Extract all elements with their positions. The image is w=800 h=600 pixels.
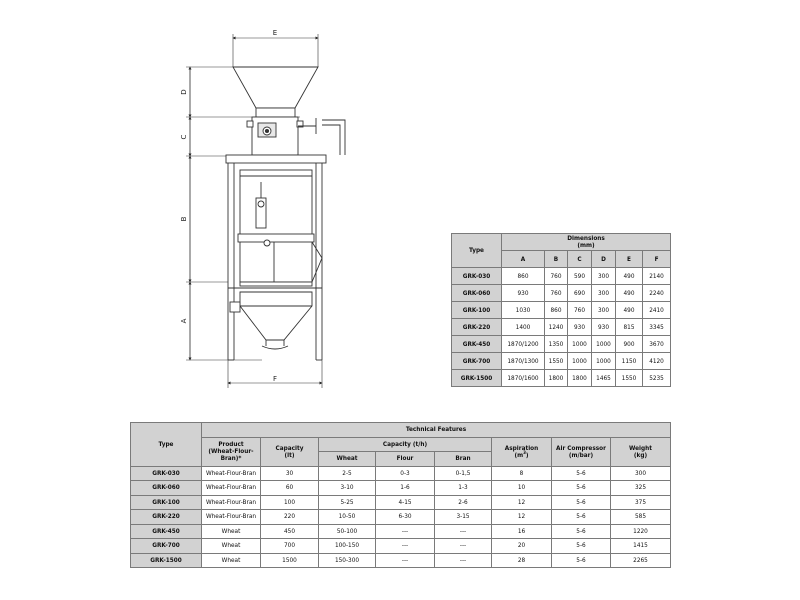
- dim-value-cell: 1800: [545, 370, 568, 387]
- dim-value-cell: 1870/1300: [502, 353, 545, 370]
- frame-top-bar: [226, 155, 326, 163]
- tech-title: Technical Features: [202, 423, 671, 438]
- dim-value-cell: 690: [568, 285, 592, 302]
- tech-product-cell: Wheat: [202, 553, 261, 568]
- dim-value-cell: 900: [616, 336, 643, 353]
- dim-value-cell: 1000: [568, 353, 592, 370]
- weight-title: Weight: [629, 443, 652, 452]
- tech-air-cell: 5-6: [552, 510, 611, 525]
- weighing-chamber: [240, 170, 312, 282]
- dim-type-cell: GRK-100: [452, 302, 502, 319]
- dim-value-cell: 1800: [568, 370, 592, 387]
- dim-group-unit: (mm): [577, 241, 595, 249]
- tech-aspiration-cell: 20: [492, 539, 552, 554]
- dim-label-e: E: [272, 29, 278, 37]
- dim-value-cell: 1550: [616, 370, 643, 387]
- tech-aspiration-cell: 12: [492, 495, 552, 510]
- tech-weight-cell: 1415: [611, 539, 671, 554]
- dim-type-cell: GRK-450: [452, 336, 502, 353]
- aspiration-unit: (m: [514, 450, 524, 459]
- tech-air-cell: 5-6: [552, 481, 611, 496]
- tech-bran-cell: 0-1,5: [435, 466, 492, 481]
- tech-flour-cell: ---: [376, 539, 435, 554]
- tech-wheat-cell: 5-25: [319, 495, 376, 510]
- dim-value-cell: 2410: [643, 302, 671, 319]
- dim-table-row: [452, 319, 671, 336]
- dim-table-row: [452, 336, 671, 353]
- tech-aspiration-cell: 16: [492, 524, 552, 539]
- tech-aspiration-cell: 12: [492, 510, 552, 525]
- air-title: Air Compressor: [556, 443, 606, 452]
- tech-product-cell: Wheat-Flour-Bran: [202, 466, 261, 481]
- tech-table-row: [131, 539, 671, 554]
- dim-value-cell: 1150: [616, 353, 643, 370]
- dim-value-cell: 1465: [592, 370, 616, 387]
- dim-type-cell: GRK-060: [452, 285, 502, 302]
- tech-type-cell: GRK-1500: [131, 553, 202, 568]
- dim-label-c: C: [180, 134, 188, 140]
- tech-capacity-cell: 220: [261, 510, 319, 525]
- tech-aspiration-cell: 10: [492, 481, 552, 496]
- dim-table-row: [452, 302, 671, 319]
- tech-wheat-cell: 50-100: [319, 524, 376, 539]
- dim-value-cell: 3345: [643, 319, 671, 336]
- dim-col-header: E: [616, 251, 643, 268]
- dim-value-cell: 1400: [502, 319, 545, 336]
- top-hopper: [233, 67, 318, 108]
- machine-body: [226, 67, 345, 360]
- tech-weight-cell: 300: [611, 466, 671, 481]
- weight-unit: (kg): [633, 450, 648, 459]
- tech-bran-cell: ---: [435, 524, 492, 539]
- tech-weight-cell: 2265: [611, 553, 671, 568]
- tech-flour-cell: 1-6: [376, 481, 435, 496]
- tech-wheat-cell: 2-5: [319, 466, 376, 481]
- dim-label-a: A: [180, 318, 188, 324]
- dim-value-cell: 760: [545, 285, 568, 302]
- dim-table-row: [452, 370, 671, 387]
- dim-table-row: [452, 268, 671, 285]
- weight-header: [611, 437, 671, 466]
- dim-value-cell: 490: [616, 302, 643, 319]
- tech-air-cell: 5-6: [552, 539, 611, 554]
- tech-table-row: [131, 553, 671, 568]
- product-header-line: Product: [218, 440, 244, 449]
- tech-type-cell: GRK-100: [131, 495, 202, 510]
- dim-type-cell: GRK-220: [452, 319, 502, 336]
- tech-capacity-cell: 30: [261, 466, 319, 481]
- capacity-th-header: Capacity (t/h): [319, 437, 492, 452]
- tech-wheat-cell: 100-150: [319, 539, 376, 554]
- tech-type-cell: GRK-700: [131, 539, 202, 554]
- dim-value-cell: 1030: [502, 302, 545, 319]
- tech-air-cell: 5-6: [552, 466, 611, 481]
- tech-capacity-cell: 700: [261, 539, 319, 554]
- dim-value-cell: 930: [592, 319, 616, 336]
- dim-value-cell: 590: [568, 268, 592, 285]
- aspiration-unit-close: ): [525, 450, 529, 459]
- dim-value-cell: 300: [592, 302, 616, 319]
- tech-type-header: Type: [131, 423, 202, 467]
- tech-flour-cell: ---: [376, 524, 435, 539]
- dim-table-row: [452, 285, 671, 302]
- dim-value-cell: 760: [545, 268, 568, 285]
- dim-value-cell: 5235: [643, 370, 671, 387]
- product-header: [202, 437, 261, 466]
- dim-value-cell: 860: [545, 302, 568, 319]
- dim-value-cell: 490: [616, 285, 643, 302]
- tech-product-cell: Wheat: [202, 539, 261, 554]
- aspiration-title: Aspiration: [504, 443, 539, 452]
- dim-col-header: A: [502, 251, 545, 268]
- tech-weight-cell: 375: [611, 495, 671, 510]
- dim-value-cell: 1000: [592, 336, 616, 353]
- tech-weight-cell: 325: [611, 481, 671, 496]
- dim-label-d: D: [180, 89, 188, 95]
- tech-bran-cell: ---: [435, 539, 492, 554]
- tech-capacity-cell: 60: [261, 481, 319, 496]
- tech-product-cell: Wheat: [202, 524, 261, 539]
- tech-flour-cell: 0-3: [376, 466, 435, 481]
- technical-features-table: [130, 422, 671, 568]
- tech-capacity-cell: 100: [261, 495, 319, 510]
- product-header-line: (Wheat-Flour-: [208, 447, 254, 456]
- dim-value-cell: 1240: [545, 319, 568, 336]
- air-compressor-header: [552, 437, 611, 466]
- tech-bran-cell: 1-3: [435, 481, 492, 496]
- dim-col-header: C: [568, 251, 592, 268]
- dim-col-header: B: [545, 251, 568, 268]
- tech-air-cell: 5-6: [552, 495, 611, 510]
- tech-air-cell: 5-6: [552, 524, 611, 539]
- tech-type-cell: GRK-450: [131, 524, 202, 539]
- dim-value-cell: 3670: [643, 336, 671, 353]
- dim-type-cell: GRK-1500: [452, 370, 502, 387]
- tech-table-row: [131, 481, 671, 496]
- tech-wheat-cell: 10-50: [319, 510, 376, 525]
- dim-value-cell: 1000: [568, 336, 592, 353]
- tech-type-cell: GRK-220: [131, 510, 202, 525]
- flour-header: Flour: [376, 452, 435, 467]
- tech-weight-cell: 1220: [611, 524, 671, 539]
- dim-group-header: [502, 234, 671, 251]
- dim-group-title: Dimensions: [567, 234, 605, 243]
- tech-bran-cell: 3-15: [435, 510, 492, 525]
- dim-col-header: D: [592, 251, 616, 268]
- tech-capacity-cell: 1500: [261, 553, 319, 568]
- dim-value-cell: 860: [502, 268, 545, 285]
- dim-table-row: [452, 353, 671, 370]
- dim-value-cell: 815: [616, 319, 643, 336]
- dim-value-cell: 300: [592, 285, 616, 302]
- dim-value-cell: 2140: [643, 268, 671, 285]
- air-unit: (m/bar): [568, 450, 594, 459]
- dim-value-cell: 4120: [643, 353, 671, 370]
- capacity-lt-header: [261, 437, 319, 466]
- wheat-header: Wheat: [319, 452, 376, 467]
- tech-product-cell: Wheat-Flour-Bran: [202, 495, 261, 510]
- dim-value-cell: 300: [592, 268, 616, 285]
- dim-value-cell: 1870/1200: [502, 336, 545, 353]
- tech-table-row: [131, 524, 671, 539]
- dimensions-table: [451, 233, 671, 387]
- tech-table-row: [131, 466, 671, 481]
- dim-type-header: Type: [452, 234, 502, 268]
- tech-flour-cell: 6-30: [376, 510, 435, 525]
- tech-air-cell: 5-6: [552, 553, 611, 568]
- dim-type-cell: GRK-030: [452, 268, 502, 285]
- dim-type-cell: GRK-700: [452, 353, 502, 370]
- dim-col-header: F: [643, 251, 671, 268]
- dim-value-cell: 2240: [643, 285, 671, 302]
- tech-wheat-cell: 150-300: [319, 553, 376, 568]
- bottom-hopper: [240, 292, 312, 340]
- tech-aspiration-cell: 28: [492, 553, 552, 568]
- tech-product-cell: Wheat-Flour-Bran: [202, 481, 261, 496]
- tech-table-row: [131, 495, 671, 510]
- tech-aspiration-cell: 8: [492, 466, 552, 481]
- aspiration-unit-sup: 3: [523, 450, 526, 456]
- tech-wheat-cell: 3-10: [319, 481, 376, 496]
- capacity-lt-unit: (lt): [284, 450, 295, 459]
- tech-flour-cell: ---: [376, 553, 435, 568]
- dim-value-cell: 1350: [545, 336, 568, 353]
- tech-table-row: [131, 510, 671, 525]
- dim-label-f: F: [272, 375, 278, 383]
- tech-bran-cell: 2-6: [435, 495, 492, 510]
- dim-value-cell: 490: [616, 268, 643, 285]
- tech-type-cell: GRK-060: [131, 481, 202, 496]
- tech-capacity-cell: 450: [261, 524, 319, 539]
- dim-value-cell: 930: [502, 285, 545, 302]
- aspiration-header: [492, 437, 552, 466]
- tech-type-cell: GRK-030: [131, 466, 202, 481]
- tech-flour-cell: 4-15: [376, 495, 435, 510]
- tech-bran-cell: ---: [435, 553, 492, 568]
- dim-value-cell: 930: [568, 319, 592, 336]
- dim-value-cell: 1550: [545, 353, 568, 370]
- capacity-lt-title: Capacity: [275, 443, 304, 452]
- tech-product-cell: Wheat-Flour-Bran: [202, 510, 261, 525]
- dim-label-b: B: [180, 216, 188, 222]
- dim-value-cell: 1000: [592, 353, 616, 370]
- bran-header: Bran: [435, 452, 492, 467]
- tech-weight-cell: 585: [611, 510, 671, 525]
- dim-value-cell: 760: [568, 302, 592, 319]
- dim-value-cell: 1870/1600: [502, 370, 545, 387]
- product-header-line: Bran)*: [220, 453, 242, 462]
